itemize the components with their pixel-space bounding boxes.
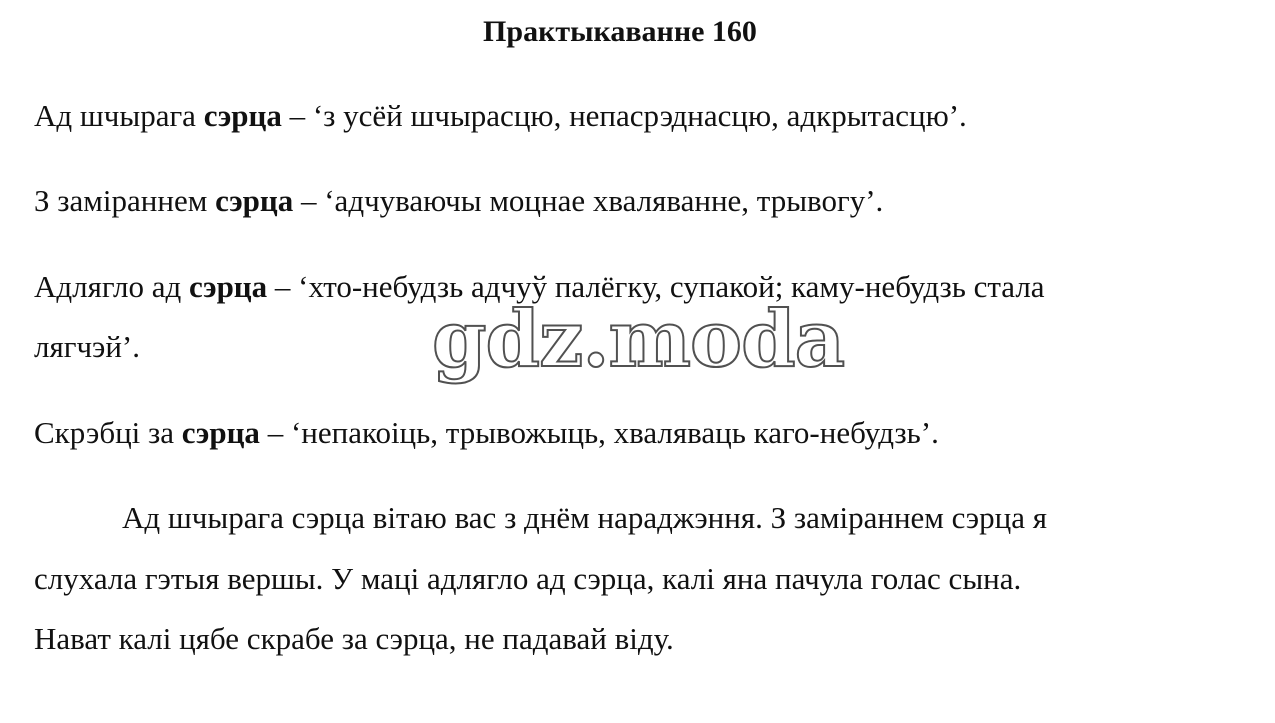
entry-line-4	[34, 413, 939, 453]
entry-3-pre: Адлягло ад	[34, 269, 190, 304]
entry-1-post: – ‘з усёй шчырасцю, непасрэднасцю, адкрытасцю’.	[281, 98, 967, 133]
entry-4-post: – ‘непакоіць, трывожыць, хваляваць каго-небудзь’.	[259, 415, 939, 450]
entry-1-phrase: сэрца	[203, 98, 282, 133]
entry-1-pre: Ад шчырага	[34, 98, 204, 133]
paragraph-line-2: слухала гэтыя вершы. У маці адлягло ад сэрца, калі яна пачула голас сына.	[34, 561, 1022, 596]
paragraph-line-1: Ад шчырага сэрца вітаю вас з днём нараджэння. З заміраннем сэрца я	[122, 500, 1047, 535]
paragraph-line-3: Нават калі цябе скрабе за сэрца, не падавай віду.	[34, 621, 674, 656]
entry-4-phrase: сэрца	[181, 415, 260, 450]
entry-2-post: – ‘адчуваючы моцнае хваляванне, трывогу’.	[293, 183, 884, 218]
entry-line-2	[34, 181, 883, 221]
entry-line-3-continuation: лягчэй’.	[34, 329, 141, 364]
entry-4-pre: Скрэбці за	[34, 415, 182, 450]
page-title: Практыкаванне 160	[483, 15, 757, 48]
watermark-logo: gdz.moda	[432, 294, 845, 385]
entry-2-pre: З заміраннем	[34, 183, 216, 218]
entry-3-post: – ‘хто-небудзь адчуў палёгку, супакой; каму-небудзь стала	[267, 269, 1045, 304]
entry-line-1	[34, 96, 967, 136]
entry-2-phrase: сэрца	[215, 183, 294, 218]
entry-3-phrase: сэрца	[189, 269, 268, 304]
